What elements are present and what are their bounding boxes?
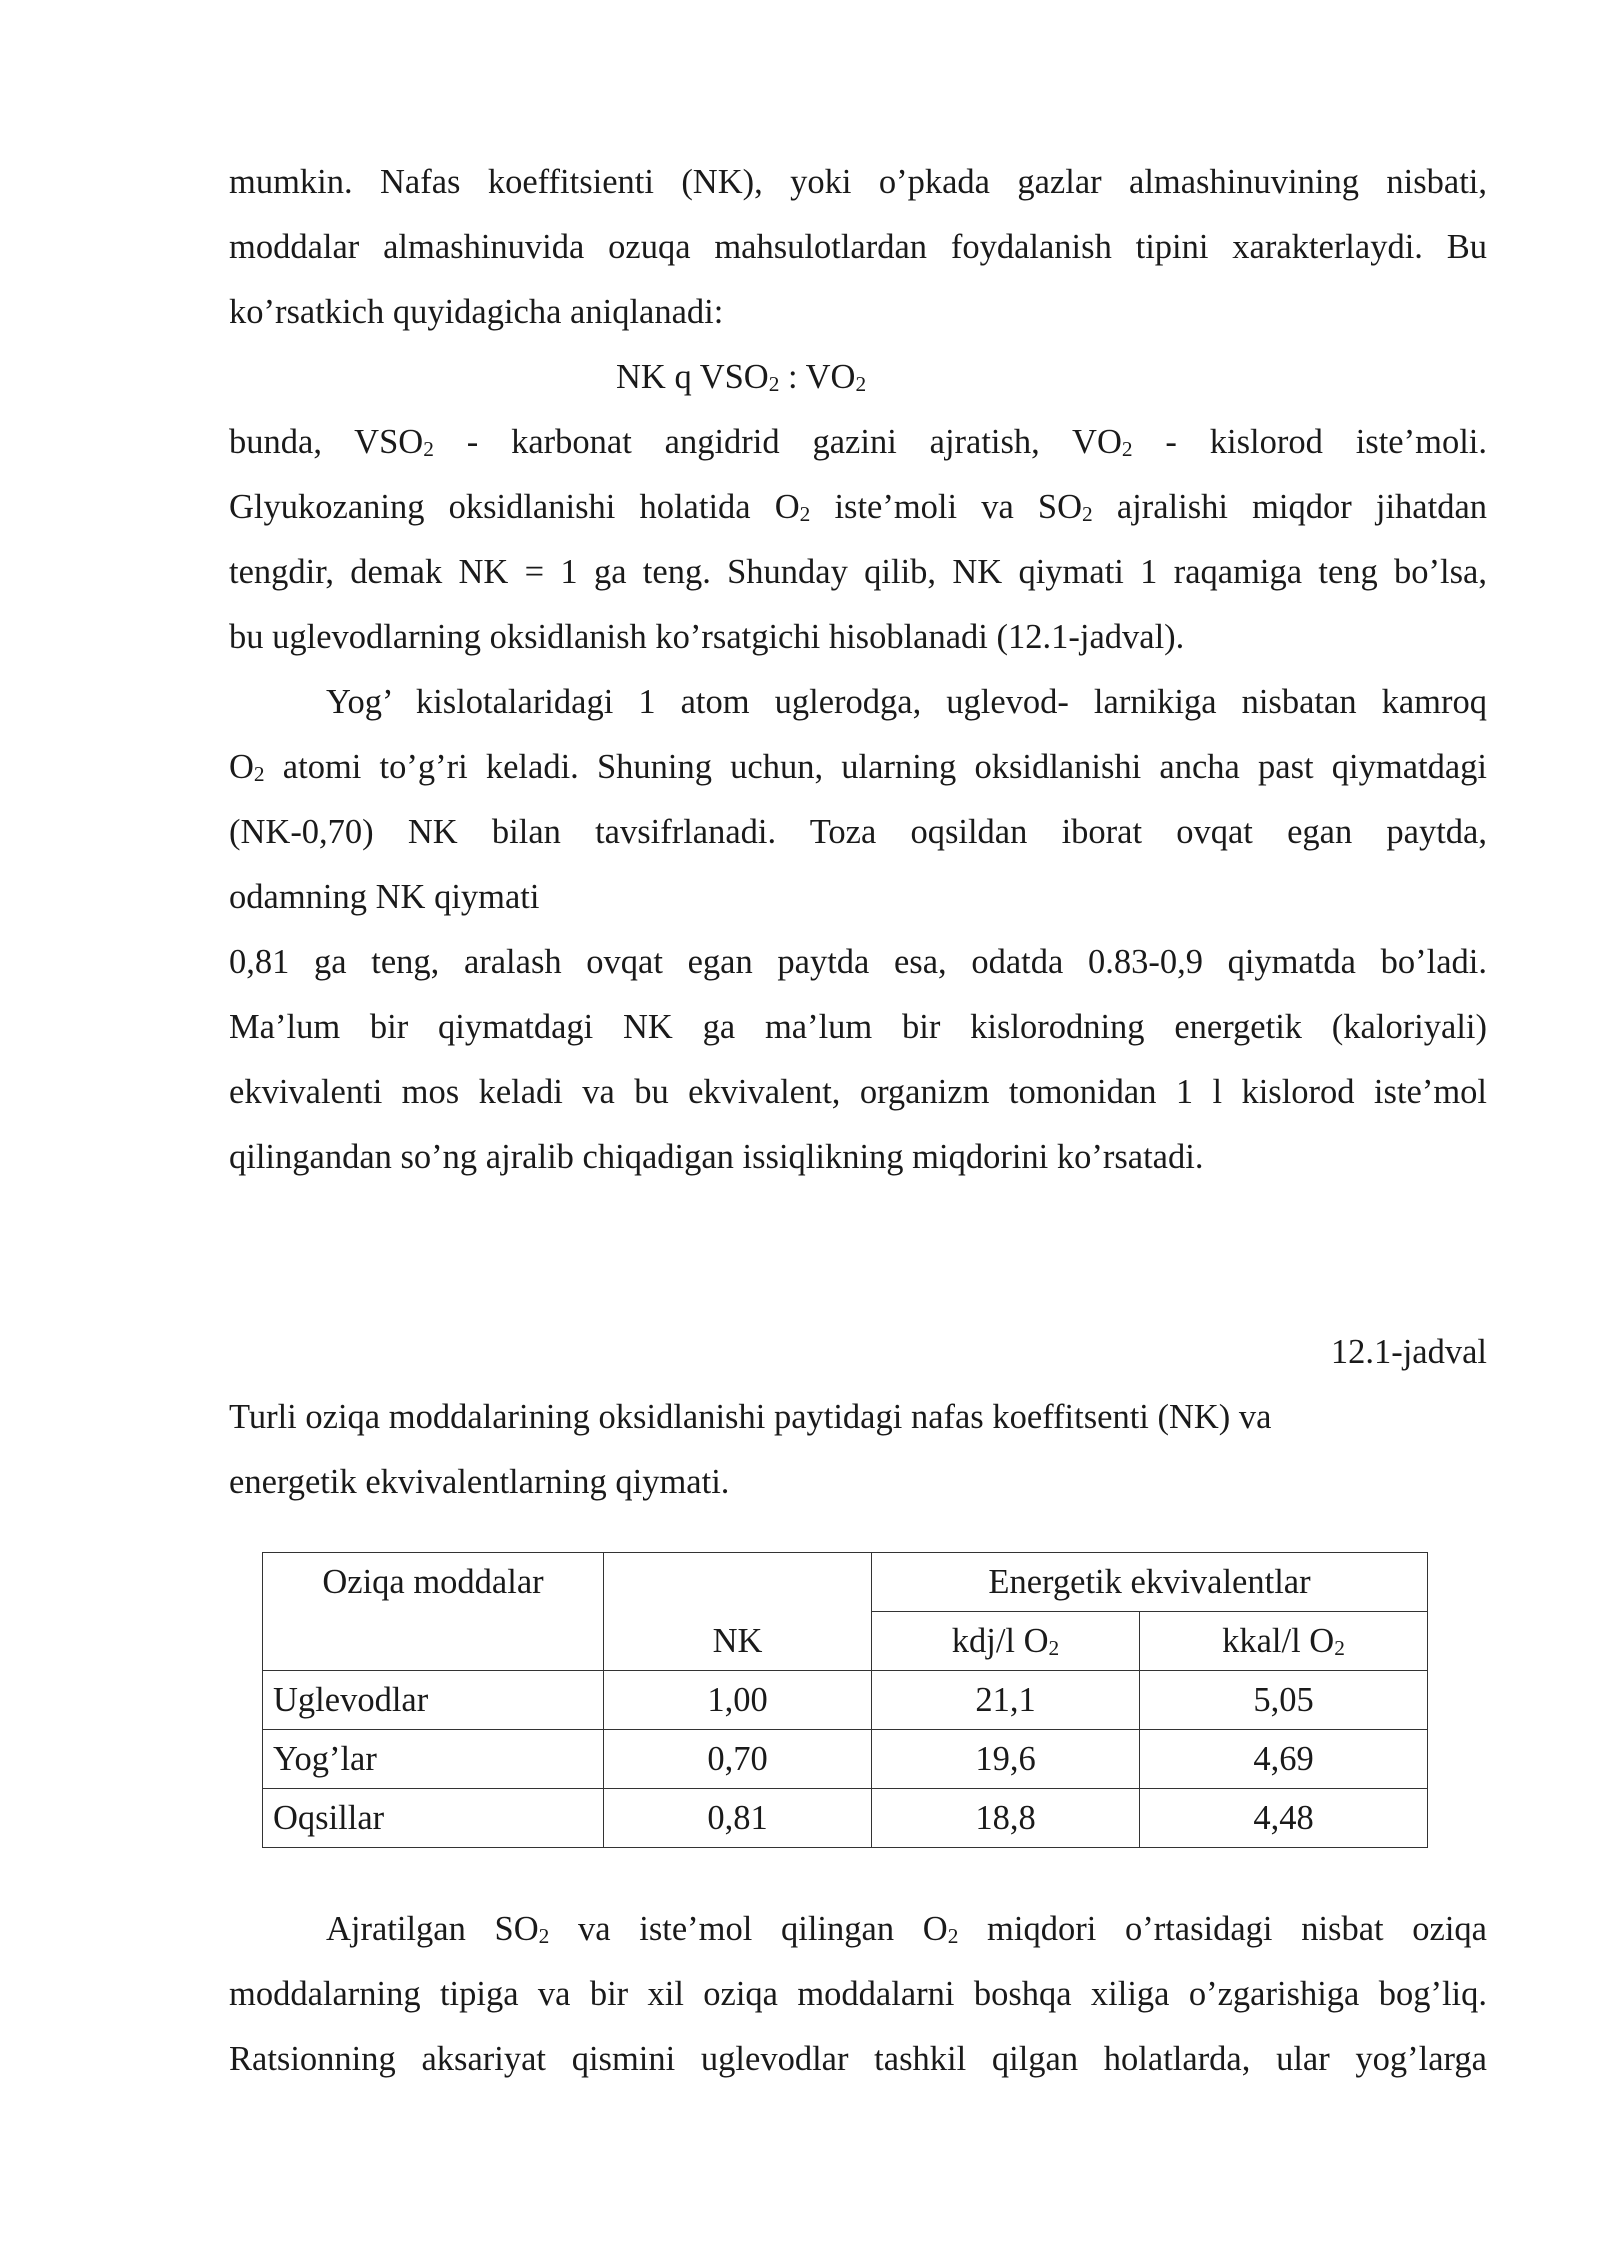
text-line: tengdir, demak NK = 1 ga teng. Shunday qilib, NK qiymati 1 raqamiga teng bo’lsa, xyxy=(229,553,1487,591)
text-fragment: va iste’mol qilingan O xyxy=(549,1910,948,1948)
text-line: (NK-0,70) NK bilan tavsifrlanadi. Toza oqsildan iborat ovqat egan paytda, xyxy=(229,813,1487,851)
text-line xyxy=(229,1897,1487,1962)
table-label: 12.1-jadval xyxy=(1330,1333,1487,1371)
text-line: odamning NK qiymati xyxy=(229,878,540,916)
spacer xyxy=(229,1190,1487,1255)
text-line: Ma’lum bir qiymatdagi NK ga ma’lum bir kislorodning energetik (kaloriyali) xyxy=(229,1008,1487,1046)
subscript: 2 xyxy=(768,372,780,397)
subscript: 2 xyxy=(799,502,811,527)
formula-nk xyxy=(229,345,1487,410)
paragraph-1 xyxy=(229,150,1487,345)
subscript: 2 xyxy=(253,762,265,787)
text-line: 0,81 ga teng, aralash ovqat egan paytda esa, odatda 0.83-0,9 qiymatda bo’ladi. xyxy=(229,943,1487,981)
paragraph-5 xyxy=(229,1897,1487,2092)
text-fragment: Glyukozaning oksidlanishi holatida O xyxy=(229,488,800,526)
text-line: Ratsionning aksariyat qismini uglevodlar tashkil qilgan holatlarda, ular yog’larga xyxy=(229,2040,1487,2078)
formula-part: NK q VSO xyxy=(616,358,769,396)
text-line: bu uglevodlarning oksidlanish ko’rsatgichi hisoblanadi (12.1-jadval). xyxy=(229,618,1185,656)
header-kdj-text: kdj/l O xyxy=(951,1622,1049,1660)
cell-kdj: 21,1 xyxy=(872,1671,1140,1730)
document-body xyxy=(229,150,1487,1515)
text-line: ekvivalenti mos keladi va bu ekvivalent, organizm tomonidan 1 l kislorod iste’mol xyxy=(229,1073,1487,1111)
header-kkal-text: kkal/l O xyxy=(1222,1622,1335,1660)
cell-nk: 1,00 xyxy=(604,1671,872,1730)
subscript: 2 xyxy=(1121,437,1133,462)
text-fragment: - karbonat angidrid gazini ajratish, VO xyxy=(433,423,1122,461)
subscript: 2 xyxy=(1048,1636,1060,1661)
table-row xyxy=(263,1730,1428,1789)
text-fragment: - kislorod iste’moli. xyxy=(1132,423,1487,461)
document-body-continued xyxy=(229,1897,1487,2092)
text-line: mumkin. Nafas koeffitsienti (NK), yoki o’pkada gazlar almashinuvining nisbati, xyxy=(229,163,1487,201)
cell-kdj: 19,6 xyxy=(872,1730,1140,1789)
spacer xyxy=(229,1255,1487,1320)
text-fragment: bunda, VSO xyxy=(229,423,424,461)
text-fragment: atomi to’g’ri keladi. Shuning uchun, ularning oksidlanishi ancha past qiymatdagi xyxy=(264,748,1487,786)
cell-name: Yog’lar xyxy=(263,1730,604,1789)
table-container xyxy=(262,1552,1428,1848)
formula-part: : VO xyxy=(779,358,856,396)
table-header-row xyxy=(263,1553,1428,1612)
text-line: moddalarning tipiga va bir xil oziqa moddalarni boshqa xiliga o’zgarishiga bog’liq. xyxy=(229,1975,1487,2013)
nk-table xyxy=(262,1552,1428,1848)
text-line xyxy=(229,735,1487,800)
cell-kkal: 4,69 xyxy=(1140,1730,1428,1789)
cell-name: Oqsillar xyxy=(263,1789,604,1848)
subscript: 2 xyxy=(947,1924,959,1949)
cell-kkal: 4,48 xyxy=(1140,1789,1428,1848)
table-row xyxy=(263,1789,1428,1848)
text-line: Turli oziqa moddalarining oksidlanishi paytidagi nafas koeffitsenti (NK) va xyxy=(229,1398,1272,1436)
paragraph-2 xyxy=(229,410,1487,670)
table-row xyxy=(263,1671,1428,1730)
paragraph-4 xyxy=(229,930,1487,1190)
cell-kdj: 18,8 xyxy=(872,1789,1140,1848)
header-kkal xyxy=(1140,1612,1428,1671)
cell-nk: 0,81 xyxy=(604,1789,872,1848)
text-fragment: O xyxy=(229,748,254,786)
text-fragment: miqdori o’rtasidagi nisbat oziqa xyxy=(958,1910,1487,1948)
paragraph-3 xyxy=(229,670,1487,930)
cell-nk: 0,70 xyxy=(604,1730,872,1789)
subscript: 2 xyxy=(1334,1636,1345,1661)
table-caption xyxy=(229,1385,1487,1515)
subscript: 2 xyxy=(423,437,434,462)
text-fragment: ajralishi miqdor jihatdan xyxy=(1092,488,1488,526)
text-line: moddalar almashinuvida ozuqa mahsulotlardan foydalanish tipini xarakterlaydi. Bu xyxy=(229,228,1487,266)
text-line: energetik ekvivalentlarning qiymati. xyxy=(229,1463,730,1501)
text-line xyxy=(229,475,1487,540)
text-fragment: Ajratilgan SO xyxy=(326,1910,539,1948)
header-nk: NK xyxy=(604,1553,872,1671)
subscript: 2 xyxy=(855,372,867,397)
subscript: 2 xyxy=(1082,502,1093,527)
text-line: ko’rsatkich quyidagicha aniqlanadi: xyxy=(229,293,724,331)
text-line: Yog’ kislotalaridagi 1 atom uglerodga, uglevod- larnikiga nisbatan kamroq xyxy=(326,683,1487,721)
text-line: qilingandan so’ng ajralib chiqadigan issiqlikning miqdorini ko’rsatadi. xyxy=(229,1138,1204,1176)
cell-name: Uglevodlar xyxy=(263,1671,604,1730)
cell-kkal: 5,05 xyxy=(1140,1671,1428,1730)
header-kdj xyxy=(872,1612,1140,1671)
subscript: 2 xyxy=(538,1924,550,1949)
header-energetik-ekvivalentlar: Energetik ekvivalentlar xyxy=(872,1553,1428,1612)
text-fragment: iste’moli va SO xyxy=(810,488,1083,526)
text-line xyxy=(229,410,1487,475)
header-oziqa-moddalar: Oziqa moddalar xyxy=(263,1553,604,1671)
